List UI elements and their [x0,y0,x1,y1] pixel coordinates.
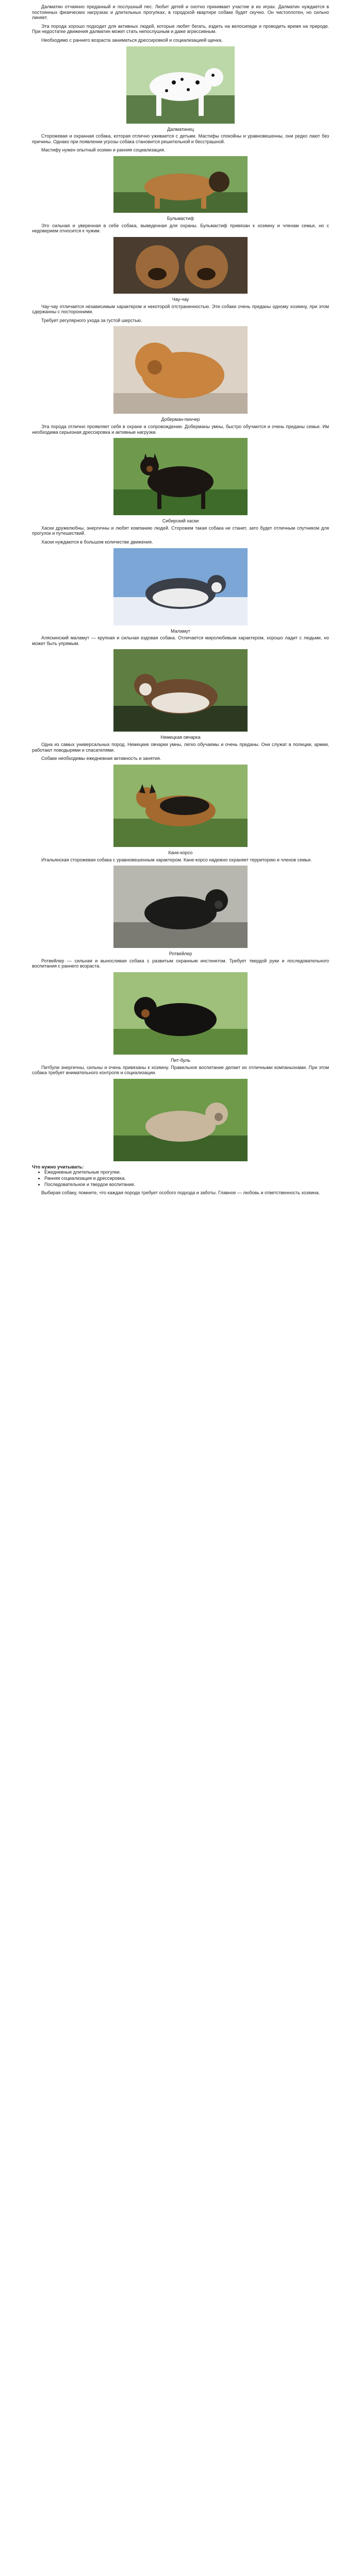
section-paragraph: Сторожевая и охранная собака, которая отлично уживается с детьми. Мастифы спокойны и уравновешенны, они редко лают без причины. Однако при появлении угрозы собака становится решительной и бесстрашной. [32,133,329,144]
doberman-photo [113,438,248,515]
husky-photo [113,548,248,625]
section-title: Ротвейлер [169,951,192,957]
section-title: Маламут [171,628,190,634]
section-title: Доберман-пинчер [161,417,200,422]
husky-image [113,548,248,625]
section-title: Кане-корсо [168,850,193,855]
chowchow-image [113,326,248,414]
section-title: Немецкая овчарка [160,735,201,740]
section-title: Пит-буль [171,1057,190,1063]
section-title: Чау-чау [172,296,189,302]
mastiff-photo [113,156,248,213]
canecorso-photo [113,866,248,948]
shepherd-image [113,765,248,847]
section-paragraph: Одна из самых универсальных пород. Немецкие овчарки умны, легко обучаемы и очень преданы. Они служат в полиции, армии, работают поводырями и спасателями. [32,742,329,753]
section-paragraph: Мастифу нужен опытный хозяин и ранняя социализация. [41,147,166,153]
rottweiler-image [113,972,248,1055]
dalmatian-image [126,46,235,124]
bullmastiff-image [113,237,248,294]
shepherd-photo [113,765,248,847]
malamute-photo [113,649,248,732]
section-paragraph: Ротвейлер — сильная и выносливая собака с развитым охранным инстинктом. Требует твердой руки и последовательного воспитания с раннего возраста. [32,958,329,969]
section-paragraph: Хаски дружелюбны, энергичны и любят компанию людей. Сторожем такая собака не станет, зато будет отличным спутником для прогулок и путешествий. [32,525,329,536]
section-paragraph: Собаке необходимы ежедневная активность и занятия. [41,756,161,761]
closing-paragraph: Выбирая собаку, помните, что каждая порода требует особого подхода и заботы. Главное — любовь и ответственность хозяина. [41,1190,320,1196]
checklist [32,1170,329,1187]
intro-section [32,4,329,43]
section-paragraph: Эта порода отлично проявляет себя в охране и сопровождении. Доберманы умны, быстро обучаются и очень преданы семье. Им необходима серьезная дрессировка и активные нагрузки. [32,423,329,435]
intro-paragraph: Необходимо с раннего возраста заниматься дрессировкой и социализацией щенка. [41,38,223,43]
mastiff-image [113,156,248,213]
bullmastiff-photo [113,237,248,294]
section-title: Бульмастиф [167,216,194,222]
section-paragraph: Аляскинский маламут — крупная и сильная ездовая собака. Отличается миролюбивым характером, хорошо ладит с людьми, но может быть упрямым. [32,635,329,646]
section-paragraph: Чау-чау отличается независимым характером и некоторой отстраненностью. Эти собаки очень преданы одному хозяину, при этом сдержанны с посторонними. [32,303,329,315]
section-paragraph: Питбули энергичны, сильны и очень привязаны к хозяину. Правильное воспитание делает их отличными компаньонами. При этом собака требует внимательного контроля и социализации. [32,1064,329,1076]
malamute-image [113,649,248,732]
checklist-item: • Ежедневные длительные прогулки. [44,1170,329,1175]
checklist-item: • Ранняя социализация и дрессировка. [44,1176,329,1181]
article-page [0,0,361,1196]
intro-paragraph: Далматин отчаянно преданный и послушный пес. Любит детей и охотно принимает участие в их играх. Далматин нуждается в постоянных физических нагрузках и длительных прогулках, в городской квартире собаке будет скучно. Он чистоплотен, но сильно линяет. [32,4,329,21]
checklist-title: Что нужно учитывать: [32,1164,84,1170]
section-paragraph: Это сильная и уверенная в себе собака, выведенная для охраны. Бульмастиф привязан к хозяину и членам семьи, но с недоверием относится к чужим. [32,223,329,234]
section-paragraph: Хаски нуждаются в большом количестве движения. [41,539,153,545]
dalmatian-photo [126,46,235,124]
checklist-item: • Последовательное и твердое воспитание. [44,1182,329,1188]
section-paragraph: Требует регулярного ухода за густой шерстью. [41,317,142,323]
pitbull-image [113,1079,248,1161]
canecorso-image [113,866,248,948]
intro-paragraph: Эта порода хорошо подходит для активных людей, которые любят бегать, ездить на велосипеде и проводить время на природе. При недостатке движения далматин может стать непослушным и даже агрессивным. [32,23,329,35]
rottweiler-photo [113,972,248,1055]
section-title: Сибирский хаски [162,518,199,524]
doberman-image [113,438,248,515]
pitbull-photo [113,1079,248,1161]
chowchow-photo [113,326,248,414]
section-paragraph: Итальянская сторожевая собака с уравновешенным характером. Кане-корсо надежно охраняет территорию и членов семьи. [41,857,312,862]
section-title: Далматинец [167,126,194,132]
